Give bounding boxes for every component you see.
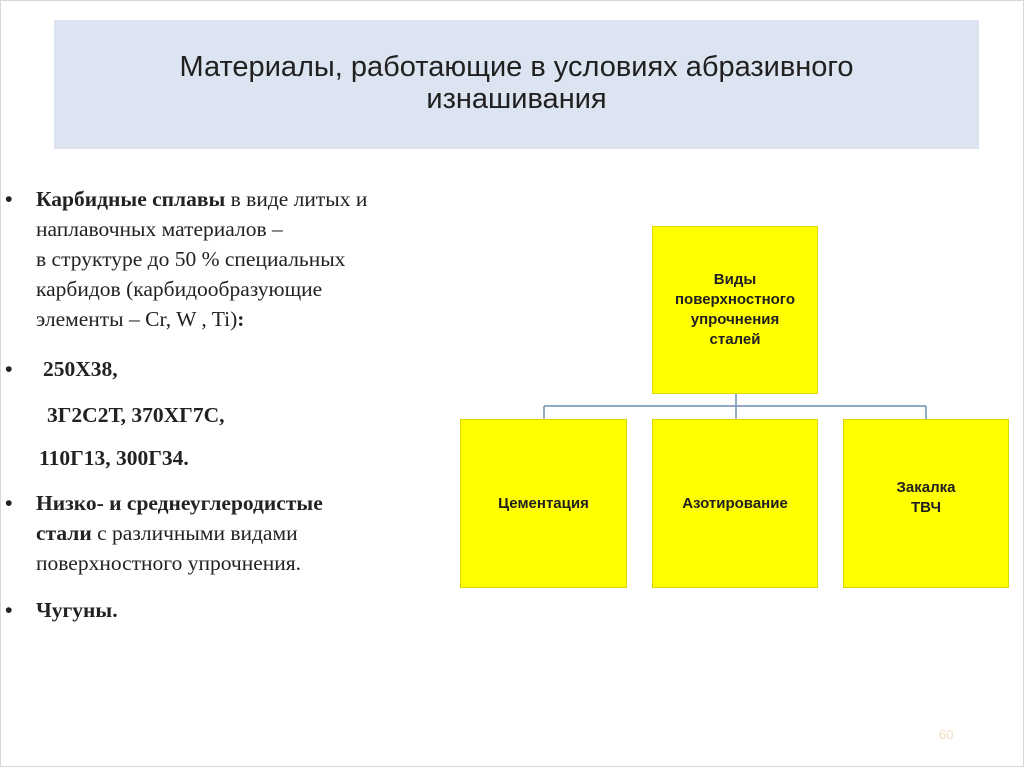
child-node-label xyxy=(498,494,589,514)
text-span: с различными видами xyxy=(91,521,298,545)
child-node-label xyxy=(897,478,956,518)
bullet-text-line: Чугуны. xyxy=(36,598,118,622)
bold-colon: : xyxy=(237,307,245,331)
title-line-2: изнашивания xyxy=(426,82,607,115)
bullet-text-line: в структуре до 50 % специальных xyxy=(36,247,346,271)
steel-grade-line: 3Г2С2Т, 370ХГ7С, xyxy=(47,403,225,427)
connector-lines xyxy=(1,1,1024,768)
node-text-line: поверхностного xyxy=(674,291,796,308)
bullet-text-line: поверхностного упрочнения. xyxy=(36,551,302,575)
root-node-label xyxy=(675,270,795,350)
bold-term: Карбидные сплавы xyxy=(36,187,226,211)
child-node-hf-quenching xyxy=(843,419,1009,588)
node-text-line: упрочнения xyxy=(690,311,780,328)
node-text-line: Цементация xyxy=(498,494,589,512)
node-text-line: Виды xyxy=(713,271,757,288)
bullet-text-line: наплавочных материалов – xyxy=(36,217,283,241)
node-text-line: сталей xyxy=(709,331,761,348)
node-text-line: Закалка xyxy=(896,478,956,496)
child-node-label xyxy=(682,494,788,514)
title-line-1: Материалы, работающие в условиях абразивного xyxy=(179,50,854,83)
steel-grade-line: 110Г13, 300Г34. xyxy=(39,446,189,470)
bullet-marker: • xyxy=(5,491,13,515)
bullet-text-line: карбидов (карбидообразующие xyxy=(36,277,323,301)
bullet-marker: • xyxy=(5,598,13,622)
node-text-line: ТВЧ xyxy=(911,498,941,516)
bullet-text-line: Низко- и среднеуглеродистые xyxy=(36,491,323,515)
child-node-cementation xyxy=(460,419,627,588)
text-span: элементы – Cr, W , Ti) xyxy=(36,307,238,331)
text-span: в виде литых и xyxy=(225,187,368,211)
bullet-marker: • xyxy=(5,357,13,381)
steel-grade-line: 250Х38, xyxy=(43,357,118,381)
child-node-nitriding xyxy=(652,419,818,588)
bullet-marker: • xyxy=(5,187,13,211)
hierarchy-diagram xyxy=(1,1,1024,768)
root-node xyxy=(652,226,818,394)
slide-number: 60 xyxy=(939,727,954,742)
node-text-line: Азотирование xyxy=(682,494,788,512)
bold-term: стали xyxy=(36,521,92,545)
